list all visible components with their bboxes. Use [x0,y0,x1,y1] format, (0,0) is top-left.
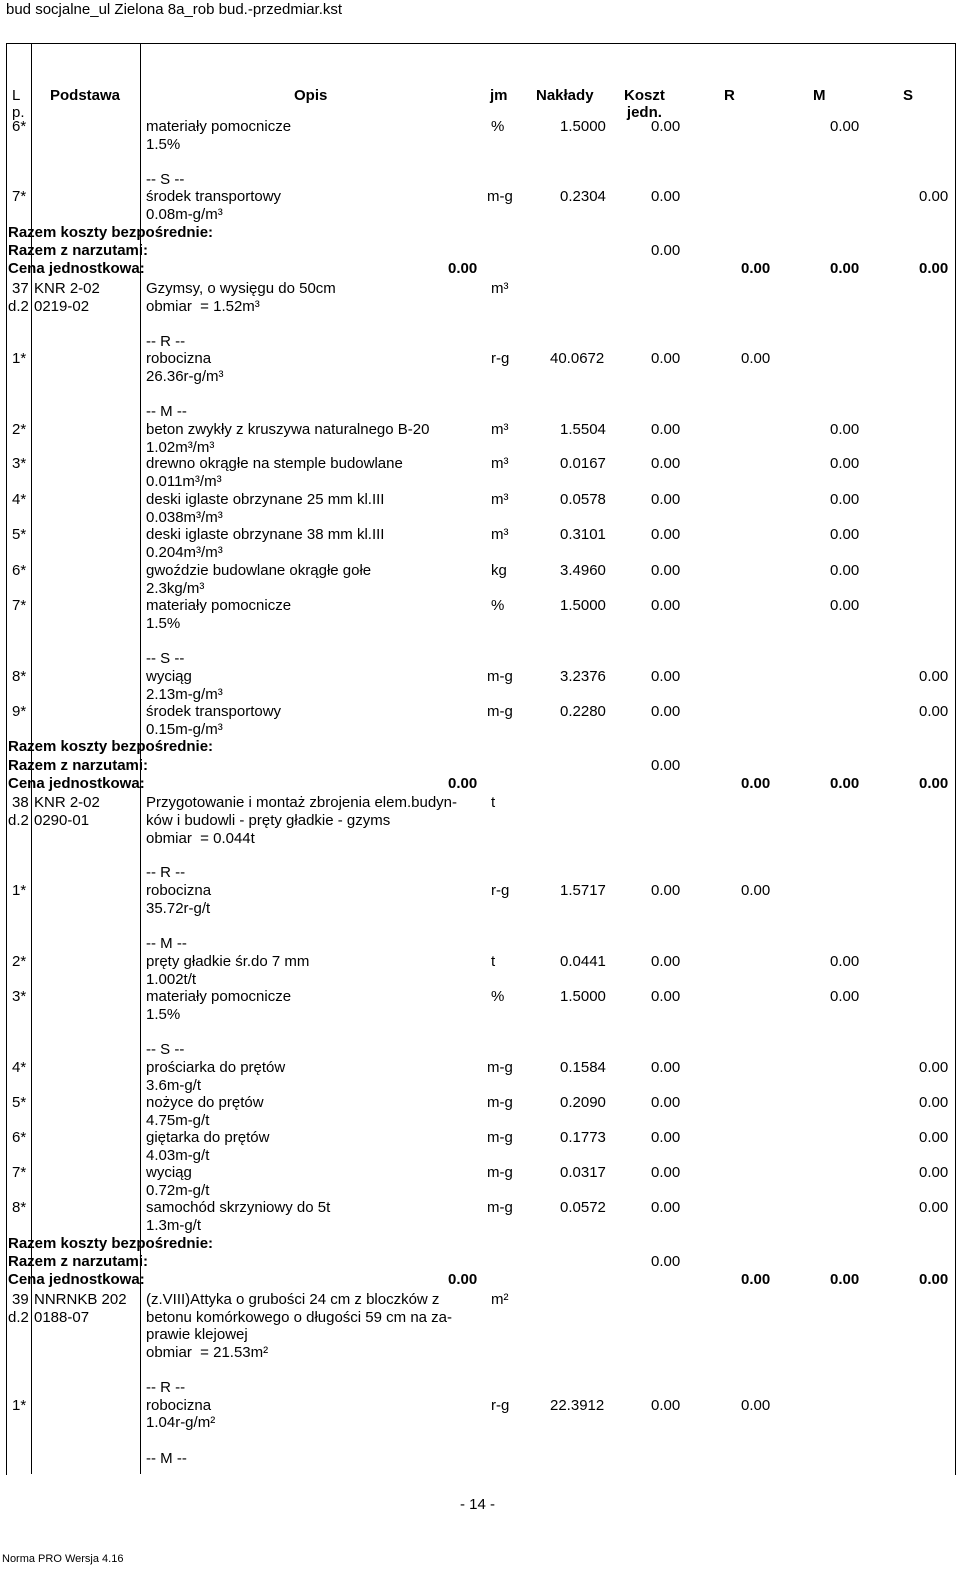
text-line: Razem koszty bezpośrednie: [8,1235,214,1252]
text-line: 0.00 [448,775,478,792]
text-line: (z.VIII)Attyka o grubości 24 cm z bloczków z [146,1291,440,1308]
text-line: m³ [491,421,509,438]
text-line: 1.5% [146,136,181,153]
header-opis: Opis [294,87,328,104]
text-line: obmiar = 1.52m³ [146,298,260,315]
text-line: 0.00 [830,597,860,614]
text-line: -- R -- [146,1379,186,1396]
text-line: robocizna [146,882,212,899]
text-line: 0.00 [651,526,681,543]
text-line: 0.011m³/m³ [146,473,222,490]
text-line: 7* [12,188,27,205]
text-line: 0.00 [651,562,681,579]
text-line: % [491,988,505,1005]
text-line: materiały pomocnicze [146,118,292,135]
text-line: deski iglaste obrzynane 25 mm kl.III [146,491,385,508]
text-line: 1* [12,350,27,367]
text-line: 0.00 [651,491,681,508]
text-line: środek transportowy [146,703,282,720]
text-line: t [491,953,496,970]
text-line: -- R -- [146,864,186,881]
text-line: Razem z narzutami: [8,242,149,259]
text-line: d.2 [8,812,29,829]
text-line: 9* [12,703,27,720]
text-line: 0.00 [651,953,681,970]
text-line: Razem koszty bezpośrednie: [8,224,214,241]
text-line: robocizna [146,350,212,367]
text-line: 0.2304 [560,188,606,205]
text-line: m² [491,1291,509,1308]
header-koszt: Koszt jedn. [624,87,665,121]
text-line: 37 [12,280,29,297]
text-line: 0.00 [919,1094,949,1111]
text-line: 1.5% [146,615,181,632]
text-line: 0.00 [651,668,681,685]
text-line: 4* [12,491,27,508]
text-line: 1.5504 [560,421,606,438]
text-line: 0.00 [741,260,771,277]
text-line: d.2 [8,298,29,315]
text-line: 0.00 [919,775,949,792]
text-line: m-g [487,1094,513,1111]
text-line: 0.00 [651,242,681,259]
text-line: 35.72r-g/t [146,900,211,917]
text-line: 4.03m-g/t [146,1147,210,1164]
text-line: % [491,118,505,135]
text-line: m³ [491,280,509,297]
text-line: t [491,794,496,811]
text-line: 2* [12,953,27,970]
text-line: 0290-01 [34,812,90,829]
text-line: 0.72m-g/t [146,1182,210,1199]
text-line: 0.0317 [560,1164,606,1181]
text-line: 0.00 [741,775,771,792]
text-line: 0.00 [830,421,860,438]
text-line: 0.08m-g/m³ [146,206,223,223]
text-line: Cena jednostkowa: [8,775,145,792]
text-line: 4.75m-g/t [146,1112,210,1129]
text-line: 0.00 [919,703,949,720]
text-line: 8* [12,668,27,685]
text-line: drewno okrągłe na stemple budowlane [146,455,403,472]
text-line: m³ [491,455,509,472]
text-line: 8* [12,1199,27,1216]
text-line: 4* [12,1059,27,1076]
text-line: 0.00 [741,1271,771,1288]
text-line: prościarka do prętów [146,1059,286,1076]
text-line: 5* [12,1094,27,1111]
text-line: 0.00 [919,1164,949,1181]
text-line: m-g [487,668,513,685]
text-line: samochód skrzyniowy do 5t [146,1199,331,1216]
text-line: 0.00 [919,1199,949,1216]
text-line: Cena jednostkowa: [8,1271,145,1288]
text-line: 3.2376 [560,668,606,685]
text-line: r-g [491,1397,510,1414]
text-line: 0.00 [830,988,860,1005]
text-line: 0.00 [651,1199,681,1216]
text-line: 0.00 [651,421,681,438]
software-version: Norma PRO Wersja 4.16 [2,1553,124,1565]
text-line: środek transportowy [146,188,282,205]
header-naklady: Nakłady [536,87,594,104]
text-line: 7* [12,1164,27,1181]
text-line: wyciąg [146,668,192,685]
text-line: Razem z narzutami: [8,757,149,774]
text-line: 40.0672 [550,350,605,367]
text-line: -- S -- [146,1041,185,1058]
text-line: 0.00 [741,1397,771,1414]
text-line: -- M -- [146,403,187,420]
text-line: 0.00 [830,953,860,970]
text-line: d.2 [8,1309,29,1326]
text-line: -- M -- [146,1450,187,1467]
text-line: 0.204m³/m³ [146,544,223,561]
text-line: m-g [487,1059,513,1076]
text-line: 0.00 [651,988,681,1005]
text-line: 0.00 [651,1253,681,1270]
text-line: 0.0578 [560,491,606,508]
text-line: 5* [12,526,27,543]
text-line: 0188-07 [34,1309,90,1326]
document-title: bud socjalne_ul Zielona 8a_rob bud.-przedmiar.kst [6,1,343,18]
header-r: R [724,87,735,104]
text-line: NNRNKB 202 [34,1291,127,1308]
text-line: beton zwykły z kruszywa naturalnego B-20 [146,421,430,438]
text-line: 0.00 [651,455,681,472]
text-line: 0.00 [741,350,771,367]
text-line: -- S -- [146,650,185,667]
text-line: 2.3kg/m³ [146,580,205,597]
text-line: 0.00 [830,1271,860,1288]
text-line: r-g [491,882,510,899]
text-line: -- S -- [146,171,185,188]
text-line: 0.00 [651,597,681,614]
text-line: 0219-02 [34,298,90,315]
text-line: 0.1773 [560,1129,606,1146]
text-line: kg [491,562,507,579]
text-line: obmiar = 21.53m² [146,1344,269,1361]
text-line: 0.00 [830,562,860,579]
text-line: materiały pomocnicze [146,988,292,1005]
text-line: m-g [487,703,513,720]
text-line: 0.00 [651,882,681,899]
text-line: 0.00 [651,118,681,135]
text-line: 1* [12,1397,27,1414]
text-line: 0.00 [919,260,949,277]
text-line: 3.4960 [560,562,606,579]
text-line: 0.00 [651,188,681,205]
text-line: 0.00 [651,1397,681,1414]
text-line: pręty gładkie śr.do 7 mm [146,953,310,970]
text-line: 2* [12,421,27,438]
text-line: 1* [12,882,27,899]
text-line: 0.3101 [560,526,606,543]
text-line: 2.13m-g/m³ [146,686,223,703]
text-line: r-g [491,350,510,367]
text-line: 0.2090 [560,1094,606,1111]
text-line: 0.1584 [560,1059,606,1076]
text-line: 6* [12,1129,27,1146]
text-line: 0.00 [919,1059,949,1076]
header-m: M [813,87,826,104]
table-frame [6,43,956,1475]
text-line: nożyce do prętów [146,1094,264,1111]
text-line: 1.002t/t [146,971,197,988]
text-line: 1.5717 [560,882,606,899]
text-line: 3* [12,988,27,1005]
text-line: 39 [12,1291,29,1308]
text-line: KNR 2-02 [34,280,100,297]
text-line: 1.5000 [560,597,606,614]
text-line: 0.00 [919,1129,949,1146]
text-line: m³ [491,526,509,543]
text-line: giętarka do prętów [146,1129,270,1146]
text-line: materiały pomocnicze [146,597,292,614]
text-line: 0.00 [830,775,860,792]
text-line: 1.3m-g/t [146,1217,202,1234]
text-line: 6* [12,118,27,135]
page-number: - 14 - [460,1496,496,1513]
header-podstawa: Podstawa [50,87,121,104]
text-line: 22.3912 [550,1397,605,1414]
header-lp: L p. [12,87,25,121]
text-line: 0.00 [919,188,949,205]
text-line: m-g [487,1129,513,1146]
text-line: 0.00 [919,668,949,685]
text-line: 0.00 [651,1164,681,1181]
text-line: 0.0441 [560,953,606,970]
text-line: 1.5000 [560,118,606,135]
text-line: 3.6m-g/t [146,1077,202,1094]
text-line: 1.5000 [560,988,606,1005]
text-line: 0.00 [919,1271,949,1288]
text-line: 0.0572 [560,1199,606,1216]
text-line: 0.00 [651,703,681,720]
text-line: Razem koszty bezpośrednie: [8,738,214,755]
text-line: obmiar = 0.044t [146,830,255,847]
text-line: m-g [487,188,513,205]
text-line: KNR 2-02 [34,794,100,811]
text-line: 0.00 [651,1129,681,1146]
text-line: 0.00 [651,350,681,367]
header-jm: jm [490,87,508,104]
text-line: 0.2280 [560,703,606,720]
text-line: 0.00 [741,882,771,899]
text-line: Przygotowanie i montaż zbrojenia elem.budyn- [146,794,457,811]
text-line: m-g [487,1199,513,1216]
text-line: 0.00 [830,260,860,277]
text-line: -- M -- [146,935,187,952]
text-line: prawie klejowej [146,1326,248,1343]
text-line: 0.15m-g/m³ [146,721,223,738]
text-line: 0.00 [830,491,860,508]
text-line: 0.00 [830,526,860,543]
text-line: 0.00 [448,1271,478,1288]
text-line: wyciąg [146,1164,192,1181]
text-line: 0.00 [830,118,860,135]
text-line: 0.0167 [560,455,606,472]
text-line: deski iglaste obrzynane 38 mm kl.III [146,526,385,543]
text-line: 0.038m³/m³ [146,509,223,526]
text-line: gwoździe budowlane okrągłe gołe [146,562,372,579]
text-line: 3* [12,455,27,472]
text-line: Cena jednostkowa: [8,260,145,277]
text-line: 1.02m³/m³ [146,439,215,456]
text-line: Gzymsy, o wysięgu do 50cm [146,280,336,297]
text-line: m-g [487,1164,513,1181]
text-line: 26.36r-g/m³ [146,368,224,385]
text-line: m³ [491,491,509,508]
text-line: betonu komórkowego o długości 59 cm na za- [146,1309,453,1326]
text-line: 6* [12,562,27,579]
text-line: 1.5% [146,1006,181,1023]
text-line: 1.04r-g/m² [146,1414,216,1431]
text-line: 38 [12,794,29,811]
text-line: -- R -- [146,333,186,350]
text-line: % [491,597,505,614]
text-line: 0.00 [651,757,681,774]
text-line: 0.00 [448,260,478,277]
text-line: ków i budowli - pręty gładkie - gzyms [146,812,391,829]
text-line: 0.00 [651,1094,681,1111]
text-line: Razem z narzutami: [8,1253,149,1270]
text-line: 0.00 [830,455,860,472]
text-line: 7* [12,597,27,614]
text-line: 0.00 [651,1059,681,1076]
header-s: S [903,87,914,104]
text-line: robocizna [146,1397,212,1414]
